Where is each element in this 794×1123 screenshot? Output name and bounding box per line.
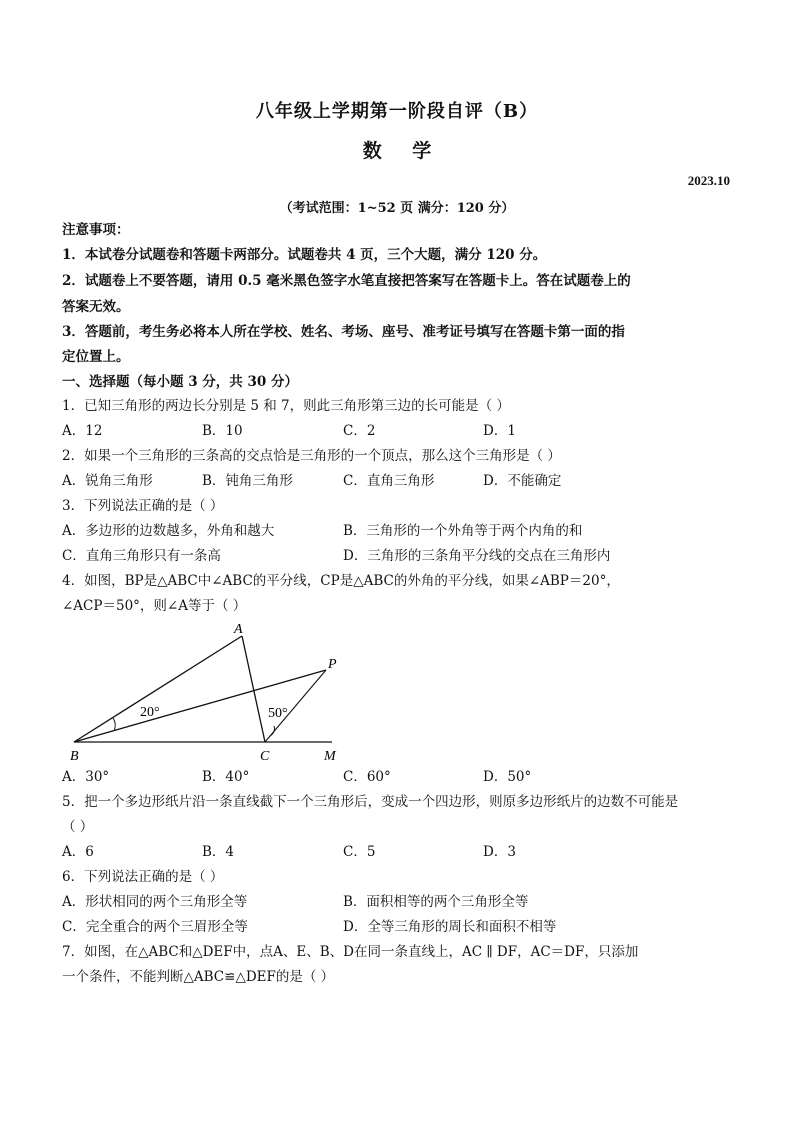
q1-option-c: C．2 xyxy=(343,423,376,439)
q6-stem: 6．下列说法正确的是（ ） xyxy=(62,869,224,885)
note-1: 1．本试卷分试题卷和答题卡两部分。试题卷共 4 页，三个大题，满分 120 分。 xyxy=(62,247,547,263)
q5-option-b: B．4 xyxy=(202,844,235,860)
label-a: A xyxy=(234,622,243,637)
subject-title: 数 学 xyxy=(362,140,432,162)
label-p: P xyxy=(328,657,337,672)
q7-stem-line1: 7．如图，在△ABC和△DEF中，点A、E、B、D在同一条直线上，AC ∥ DF，AC＝DF，只添加 xyxy=(62,944,639,960)
q4-option-b: B．40° xyxy=(202,769,250,785)
note-3: 3．答题前，考生务必将本人所在学校、姓名、考场、座号、准考证号填写在答题卡第一面的指 xyxy=(62,324,625,340)
label-c: C xyxy=(260,749,270,764)
q5-option-c: C．5 xyxy=(343,844,376,860)
q2-option-d: D．不能确定 xyxy=(483,473,562,489)
notes-heading: 注意事项： xyxy=(62,222,130,238)
q4-stem-line1: 4．如图，BP是△ABC中∠ABC的平分线，CP是△ABC的外角的平分线，如果∠ABP＝20°， xyxy=(62,573,620,589)
q3-option-d: D．三角形的三条角平分线的交点在三角形内 xyxy=(343,548,611,564)
q6-option-c: C．完全重合的两个三眉形全等 xyxy=(62,919,248,935)
angle-c-label: 50° xyxy=(268,706,288,721)
q4-stem-line2: ∠ACP＝50°，则∠A等于（ ） xyxy=(62,598,247,614)
q4-option-a: A．30° xyxy=(62,769,110,785)
q5-option-d: D．3 xyxy=(483,844,516,860)
q4-option-c: C．60° xyxy=(343,769,391,785)
q2-stem: 2．如果一个三角形的三条高的交点恰是三角形的一个顶点，那么这个三角形是（ ） xyxy=(62,448,561,464)
q4-option-d: D．50° xyxy=(483,769,532,785)
exam-range: （考试范围：1~52 页 满分：120 分） xyxy=(279,201,515,216)
q3-option-c: C．直角三角形只有一条高 xyxy=(62,548,221,564)
note-2: 2．试题卷上不要答题，请用 0.5 毫米黑色签字水笔直接把答案写在答题卡上。答在试题卷上的 xyxy=(62,273,631,289)
label-b: B xyxy=(70,749,79,764)
q3-option-a: A．多边形的边数越多，外角和越大 xyxy=(62,523,275,539)
q4-triangle-figure xyxy=(62,618,352,768)
q7-stem-line2: 一个条件，不能判断△ABC≌△DEF的是（ ） xyxy=(62,969,335,985)
exam-date: 2023.10 xyxy=(687,173,730,188)
q3-option-b: B．三角形的一个外角等于两个内角的和 xyxy=(343,523,583,539)
label-m: M xyxy=(324,749,336,764)
q6-option-a: A．形状相同的两个三角形全等 xyxy=(62,894,248,910)
q1-stem: 1．已知三角形的两边长分别是 5 和 7，则此三角形第三边的长可能是（ ） xyxy=(62,398,510,414)
q5-stem-line1: 5．把一个多边形纸片沿一条直线截下一个三角形后，变成一个四边形，则原多边形纸片的边数不可能是 xyxy=(62,794,679,810)
exam-title: 八年级上学期第一阶段自评（B） xyxy=(255,101,539,122)
q2-option-c: C．直角三角形 xyxy=(343,473,435,489)
q2-option-b: B．钝角三角形 xyxy=(202,473,293,489)
section-heading: 一、选择题（每小题 3 分，共 30 分） xyxy=(62,374,298,390)
note-3-cont: 定位置上。 xyxy=(62,349,130,365)
q3-stem: 3．下列说法正确的是（ ） xyxy=(62,498,224,514)
note-2-cont: 答案无效。 xyxy=(62,299,130,315)
q6-option-d: D．全等三角形的周长和面积不相等 xyxy=(343,919,557,935)
q2-option-a: A．锐角三角形 xyxy=(62,473,153,489)
q5-stem-line2: （ ） xyxy=(62,819,94,835)
q1-option-b: B．10 xyxy=(202,423,243,439)
angle-b-label: 20° xyxy=(140,705,160,720)
q1-option-d: D．1 xyxy=(483,423,516,439)
q6-option-b: B．面积相等的两个三角形全等 xyxy=(343,894,529,910)
q1-option-a: A．12 xyxy=(62,423,103,439)
q5-option-a: A．6 xyxy=(62,844,94,860)
